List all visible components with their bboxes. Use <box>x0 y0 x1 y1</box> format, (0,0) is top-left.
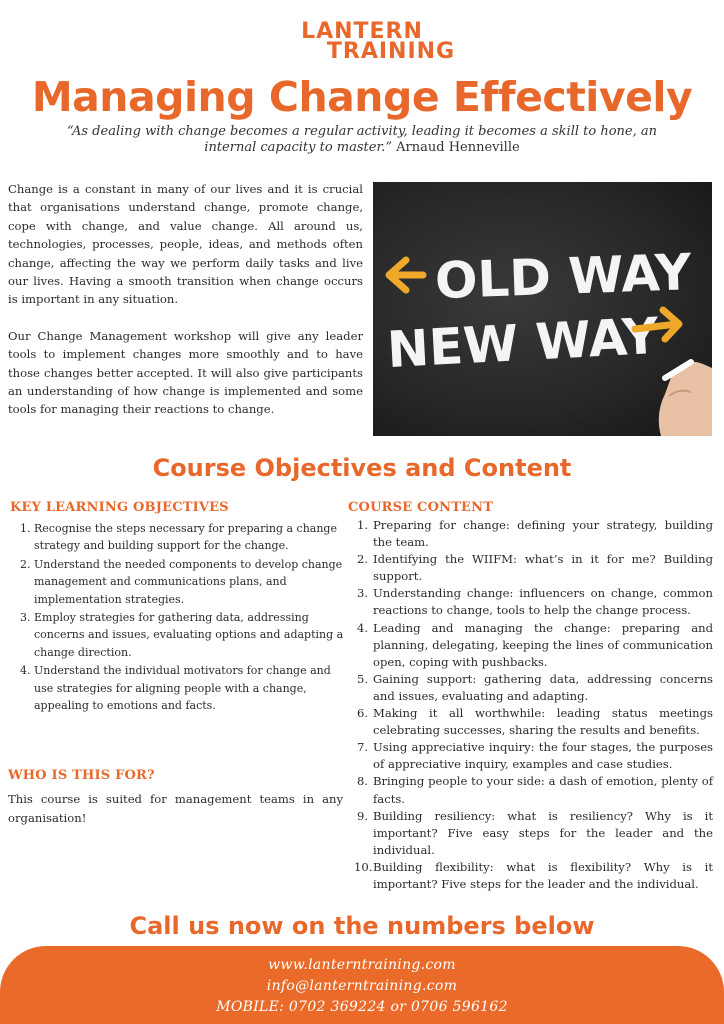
objectives-list <box>20 520 345 715</box>
list-item <box>357 517 713 551</box>
list-item <box>357 551 713 585</box>
hand-with-chalk-icon <box>659 362 712 436</box>
item-text: Understand the individual motivators for change and use strategies for aligning people with a change, appealing to emotions and facts. <box>34 664 331 713</box>
list-item <box>357 671 713 705</box>
objectives-heading: KEY LEARNING OBJECTIVES <box>10 500 229 515</box>
list-item <box>20 520 345 555</box>
chalkboard-photo <box>373 182 712 436</box>
mobile-numbers: MOBILE: 0702 369224 or 0706 596162 <box>216 999 508 1015</box>
item-number: 1. <box>20 522 31 535</box>
item-number: 4. <box>20 664 31 678</box>
item-text: Using appreciative inquiry: the four stages, the purposes of appreciative inquiry, examples and case studies. <box>373 740 713 772</box>
email-link[interactable]: info@lanterntraining.com <box>266 978 458 994</box>
item-text: Bringing people to your side: a dash of emotion, plenty of facts. <box>373 774 713 806</box>
list-item <box>357 808 713 859</box>
item-number: 9. <box>357 808 369 823</box>
section-title: Course Objectives and Content <box>152 454 572 482</box>
item-number: 5. <box>357 671 369 686</box>
intro-paragraph-1: Change is a constant in many of our lives and it is crucial that organisations understand change, promote change, cope with change, and value change. All around us, technologies, processes, people, ideas, and methods often change, affecting the way we perform daily tasks and live our lives. Having a smooth transition when change occurs is important in any situation. <box>8 182 363 307</box>
logo-line-lantern: LANTERN <box>301 19 423 44</box>
item-number: 2. <box>20 557 31 571</box>
item-text: Building flexibility: what is flexibility? Why is it important? Five steps for the leader and the individual. <box>373 859 713 891</box>
quote-author: Arnaud Henneville <box>396 140 520 155</box>
item-number: 3. <box>357 586 369 601</box>
item-number: 10. <box>354 859 373 874</box>
page-title: Managing Change Effectively <box>31 73 693 121</box>
quote <box>40 124 684 156</box>
contact-footer <box>0 946 724 1024</box>
chalkboard-illustration <box>373 182 712 436</box>
left-arrow-icon <box>389 260 423 290</box>
new-way-text: NEW WAY <box>385 306 660 380</box>
list-item <box>20 662 345 714</box>
who-heading: WHO IS THIS FOR? <box>8 768 155 783</box>
item-number: 3. <box>20 611 31 625</box>
who-text: This course is suited for management teams in any organisation! <box>8 792 343 825</box>
list-item <box>357 773 713 807</box>
list-item <box>357 620 713 671</box>
item-text: Building resiliency: what is resiliency? Why is it important? Five easy steps for the leader and the individual. <box>373 808 713 857</box>
item-text: Preparing for change: defining your strategy, building the team. <box>373 518 713 550</box>
list-item <box>354 859 713 893</box>
item-text: Understanding change: influencers on change, common reactions to change, tools to help the change process. <box>373 586 713 618</box>
content-heading: COURSE CONTENT <box>348 500 494 515</box>
item-text: Recognise the steps necessary for preparing a change strategy and building support for the change. <box>34 522 337 553</box>
list-item <box>357 705 713 739</box>
item-number: 4. <box>357 620 369 635</box>
item-text: Making it all worthwhile: leading status meetings celebrating successes, sharing the results and benefits. <box>373 706 713 738</box>
item-text: Identifying the WIIFM: what’s in it for me? Building support. <box>373 552 713 584</box>
brand-logo <box>0 19 724 64</box>
intro-paragraph-2: Our Change Management workshop will give any leader tools to implement changes more smoothly and to have those changes better accepted. It will also give participants an understanding of how change is implemented and some tools for managing their reactions to change. <box>8 328 363 417</box>
item-number: 7. <box>357 740 369 755</box>
intro-text <box>8 180 363 437</box>
logo-line-training: TRAINING <box>326 39 456 64</box>
quote-text: “As dealing with change becomes a regular activity, leading it becomes a skill to hone, an internal capacity to master.” <box>67 124 657 155</box>
item-text: Understand the needed components to develop change management and communications plans, and implementation strategies. <box>34 557 343 606</box>
list-item <box>20 609 345 661</box>
list-item <box>20 556 345 608</box>
item-text: Leading and managing the change: preparing and planning, delegating, keeping the lines of communication open, coping with pushbacks. <box>373 620 713 669</box>
list-item <box>357 585 713 619</box>
old-way-text: OLD WAY <box>434 243 693 311</box>
list-item <box>357 739 713 773</box>
item-number: 2. <box>357 552 369 567</box>
website-link[interactable]: www.lanterntraining.com <box>268 957 456 973</box>
item-number: 6. <box>357 706 369 721</box>
content-list <box>354 517 713 893</box>
call-to-action: Call us now on the numbers below <box>129 912 595 940</box>
item-text: Employ strategies for gathering data, addressing concerns and issues, evaluating options and adapting a change direction. <box>34 611 344 659</box>
item-number: 1. <box>357 518 369 532</box>
item-number: 8. <box>357 774 369 789</box>
item-text: Gaining support: gathering data, addressing concerns and issues, evaluating and adapting. <box>373 671 713 703</box>
